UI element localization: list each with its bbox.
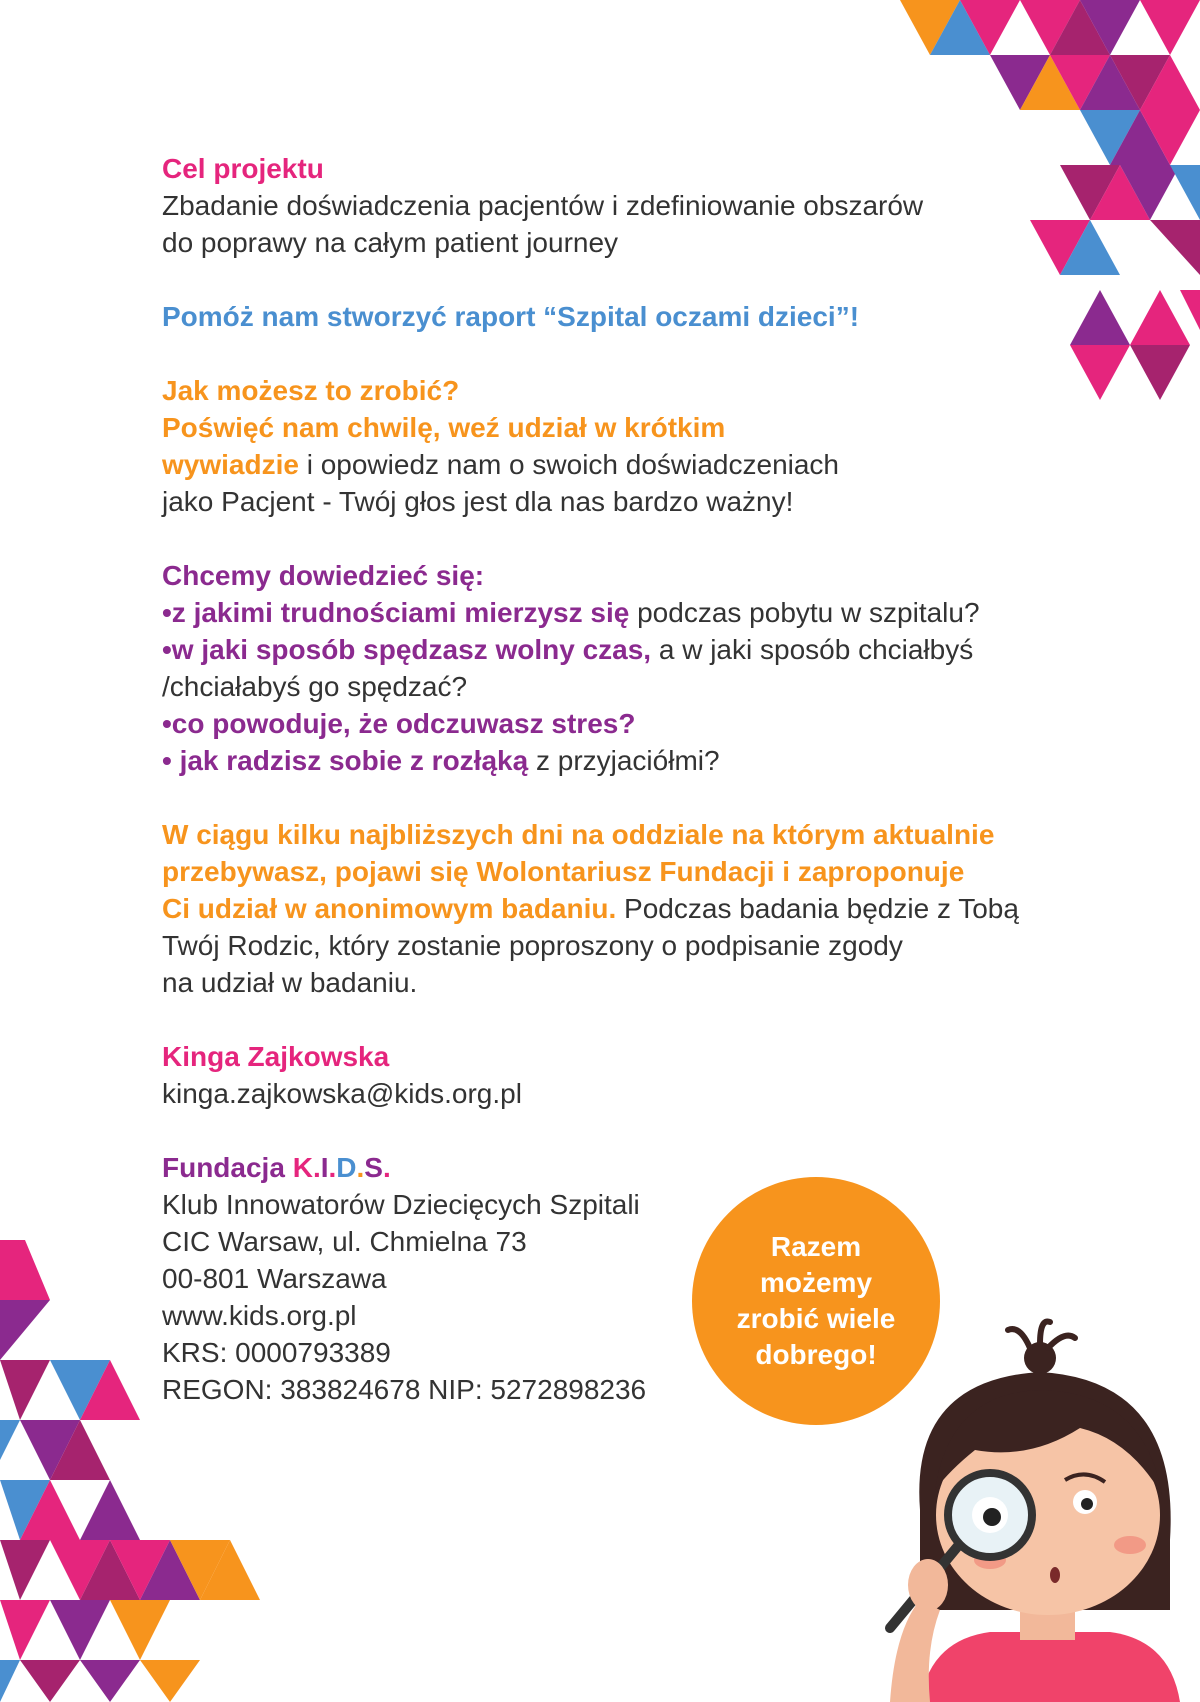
kids-letter-i: I [320,1152,329,1183]
kids-dot-2: . [328,1152,337,1183]
foundation-name [162,1149,1062,1186]
learn-bullet-4-bold: • jak radzisz sobie z rozłąką [162,745,529,776]
foundation-line-6: REGON: 383824678 NIP: 5272898236 [162,1374,647,1405]
flyer-content [162,150,1062,1408]
learn-bullet-2-cont: /chciałabyś go spędzać? [162,671,468,702]
goal-heading: Cel projektu [162,153,324,184]
slogan-text: Razem możemy zrobić wiele dobrego! [736,1231,896,1370]
cta-heading: Pomóż nam stworzyć raport “Szpital oczami dzieci”! [162,301,860,332]
info-line-1: W ciągu kilku najbliższych dni na oddziale na którym aktualnie [162,819,995,850]
foundation-line-2: CIC Warsaw, ul. Chmielna 73 [162,1226,527,1257]
kids-dot-4: . [382,1152,391,1183]
info-line-5: na udział w badaniu. [162,967,418,998]
info-line-3 [162,890,1062,927]
info-line-3-rest: Podczas badania będzie z Tobą [616,893,1019,924]
info-line-4: Twój Rodzic, który zostanie poproszony o podpisanie zgody [162,930,903,961]
learn-bullet-1 [162,594,1062,631]
foundation-line-5: KRS: 0000793389 [162,1337,391,1368]
kids-dot-3: . [356,1152,365,1183]
learn-bullet-3: •co powoduje, że odczuwasz stres? [162,708,636,739]
foundation-website[interactable]: www.kids.org.pl [162,1300,357,1331]
learn-bullet-2-rest: a w jaki sposób chciałbyś [651,634,974,665]
learn-bullet-1-bold: •z jakimi trudnościami mierzysz się [162,597,630,628]
how-heading: Jak możesz to zrobić? [162,375,460,406]
kids-letter-k: K [292,1152,313,1183]
foundation-prefix: Fundacja [162,1152,293,1183]
how-line-2 [162,446,1062,483]
how-line-2-rest: i opowiedz nam o swoich doświadczeniach [298,449,840,480]
learn-bullet-2-bold: •w jaki sposób spędzasz wolny czas, [162,634,652,665]
info-line-3-bold: Ci udział w anonimowym badaniu. [162,893,617,924]
how-line-3: jako Pacjent - Twój głos jest dla nas bardzo ważny! [162,486,794,517]
how-line-2-bold: wywiadzie [162,449,299,480]
learn-bullet-1-rest: podczas pobytu w szpitalu? [629,597,980,628]
foundation-line-1: Klub Innowatorów Dziecięcych Szpitali [162,1189,640,1220]
contact-name: Kinga Zajkowska [162,1041,390,1072]
foundation-line-3: 00-801 Warszawa [162,1263,387,1294]
learn-bullet-4 [162,742,1062,779]
kids-dot-1: . [312,1152,321,1183]
goal-line-1: Zbadanie doświadczenia pacjentów i zdefiniowanie obszarów [162,190,924,221]
info-line-2: przebywasz, pojawi się Wolontariusz Fundacji i zaproponuje [162,856,965,887]
goal-line-2: do poprawy na całym patient journey [162,227,619,258]
learn-heading: Chcemy dowiedzieć się: [162,560,485,591]
kids-letter-s: S [364,1152,383,1183]
learn-bullet-4-rest: z przyjaciółmi? [528,745,720,776]
learn-bullet-2 [162,631,1062,668]
girl-with-magnifier-icon [880,1310,1200,1702]
contact-email[interactable]: kinga.zajkowska@kids.org.pl [162,1078,522,1109]
how-line-1: Poświęć nam chwilę, weź udział w krótkim [162,412,726,443]
kids-letter-d: D [336,1152,357,1183]
